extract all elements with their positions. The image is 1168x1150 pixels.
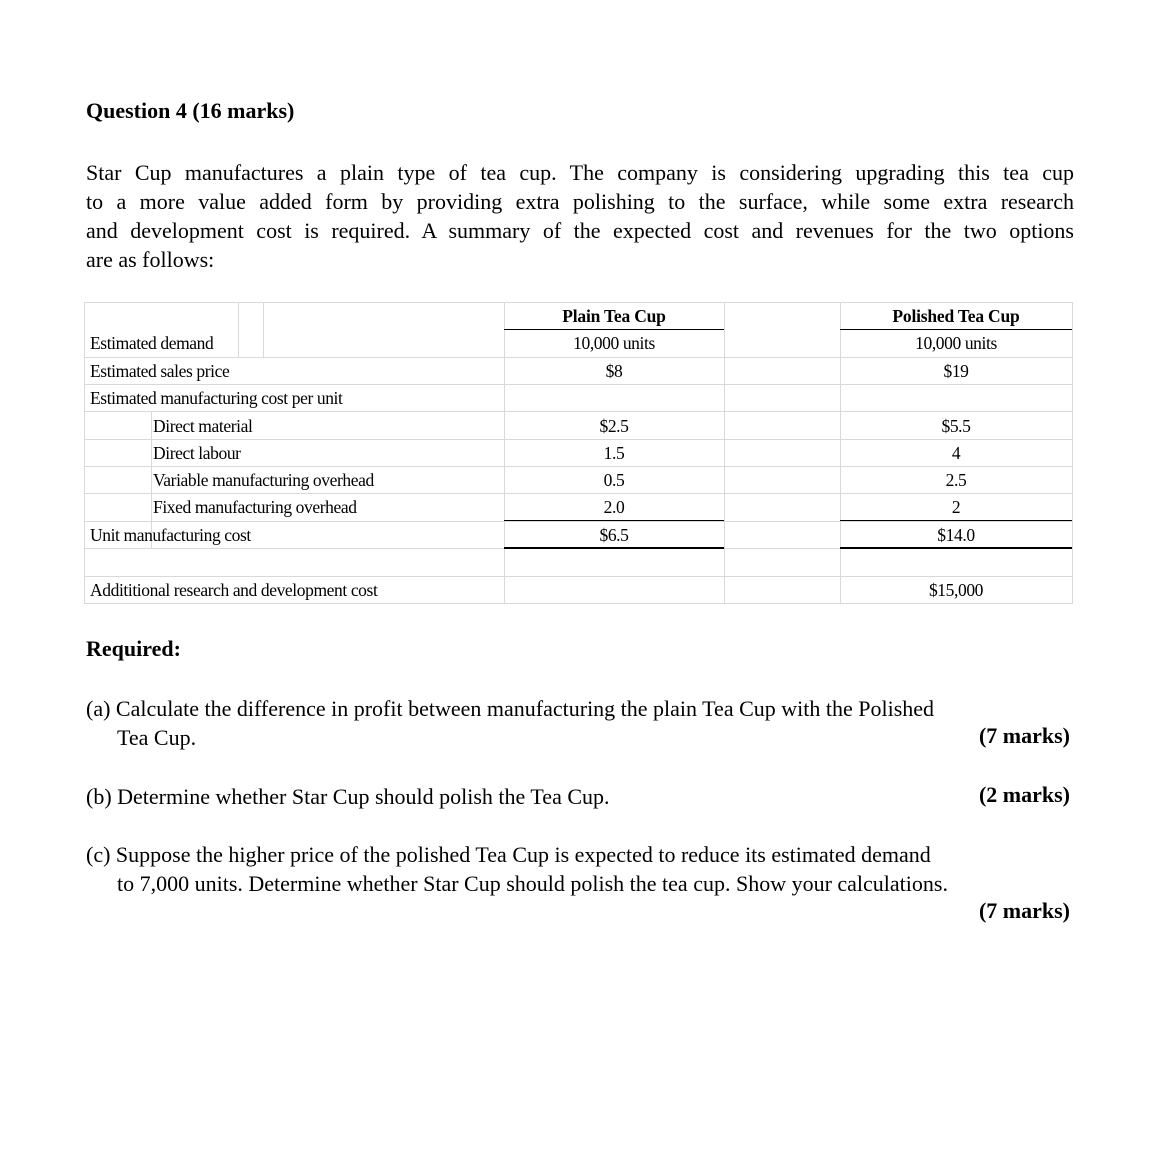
polished-value: 4 xyxy=(951,443,961,463)
intro-line: are as follows: xyxy=(86,247,215,272)
required-heading: Required: xyxy=(86,636,181,661)
row-label: Estimated demand xyxy=(90,333,214,353)
polished-value: 2 xyxy=(951,497,961,517)
part-c-line2: to 7,000 units. Determine whether Star Cup should polish the tea cup. Show your calculations. xyxy=(117,871,948,896)
polished-value: $19 xyxy=(943,361,969,381)
row-label: Estimated sales price xyxy=(90,361,230,381)
plain-value: 0.5 xyxy=(603,470,625,490)
grid-line xyxy=(84,302,85,604)
cost-table xyxy=(84,302,1073,604)
polished-value: 10,000 units xyxy=(915,333,997,353)
polished-value: $15,000 xyxy=(928,580,984,600)
row-label: Addititional research and development cost xyxy=(90,580,378,600)
polished-value: $5.5 xyxy=(941,416,971,436)
question-intro xyxy=(86,158,1074,274)
plain-value: $8 xyxy=(605,361,623,381)
plain-value: 1.5 xyxy=(603,443,625,463)
grid-line xyxy=(263,302,264,357)
part-a-line2: Tea Cup. xyxy=(117,725,197,750)
intro-line: Star Cup manufactures a plain type of tea cup. The company is considering upgrading this tea cup xyxy=(86,160,1074,185)
row-label: Variable manufacturing overhead xyxy=(153,470,374,490)
part-c-marks: (7 marks) xyxy=(978,898,1070,923)
column-header-polished: Polished Tea Cup xyxy=(892,306,1020,326)
intro-line: and development cost is required. A summary of the expected cost and revenues for the two options xyxy=(86,218,1074,243)
part-a-marks: (7 marks) xyxy=(978,723,1070,748)
row-label: Estimated manufacturing cost per unit xyxy=(90,388,343,408)
grid-line xyxy=(1072,302,1073,604)
grid-line xyxy=(724,302,725,604)
polished-value: $14.0 xyxy=(937,525,975,545)
plain-value: 2.0 xyxy=(603,497,625,517)
plain-value: $2.5 xyxy=(599,416,629,436)
part-b-marks: (2 marks) xyxy=(978,782,1070,807)
column-header-plain: Plain Tea Cup xyxy=(562,306,666,326)
plain-value: 10,000 units xyxy=(573,333,655,353)
intro-line: to a more value added form by providing extra polishing to the surface, while some extra research xyxy=(86,189,1074,214)
part-a-line1: (a) Calculate the difference in profit between manufacturing the plain Tea Cup with the Polished xyxy=(86,696,935,721)
plain-value: $6.5 xyxy=(599,525,629,545)
polished-value: 2.5 xyxy=(945,470,967,490)
row-label: Direct labour xyxy=(153,443,241,463)
question-title: Question 4 (16 marks) xyxy=(86,98,295,123)
part-b-line1: (b) Determine whether Star Cup should polish the Tea Cup. xyxy=(86,784,610,809)
part-c-line1: (c) Suppose the higher price of the polished Tea Cup is expected to reduce its estimated demand xyxy=(86,842,931,867)
row-label: Fixed manufacturing overhead xyxy=(153,497,357,517)
grid-line xyxy=(238,302,239,357)
row-label: Unit manufacturing cost xyxy=(90,525,251,545)
row-label: Direct material xyxy=(153,416,253,436)
